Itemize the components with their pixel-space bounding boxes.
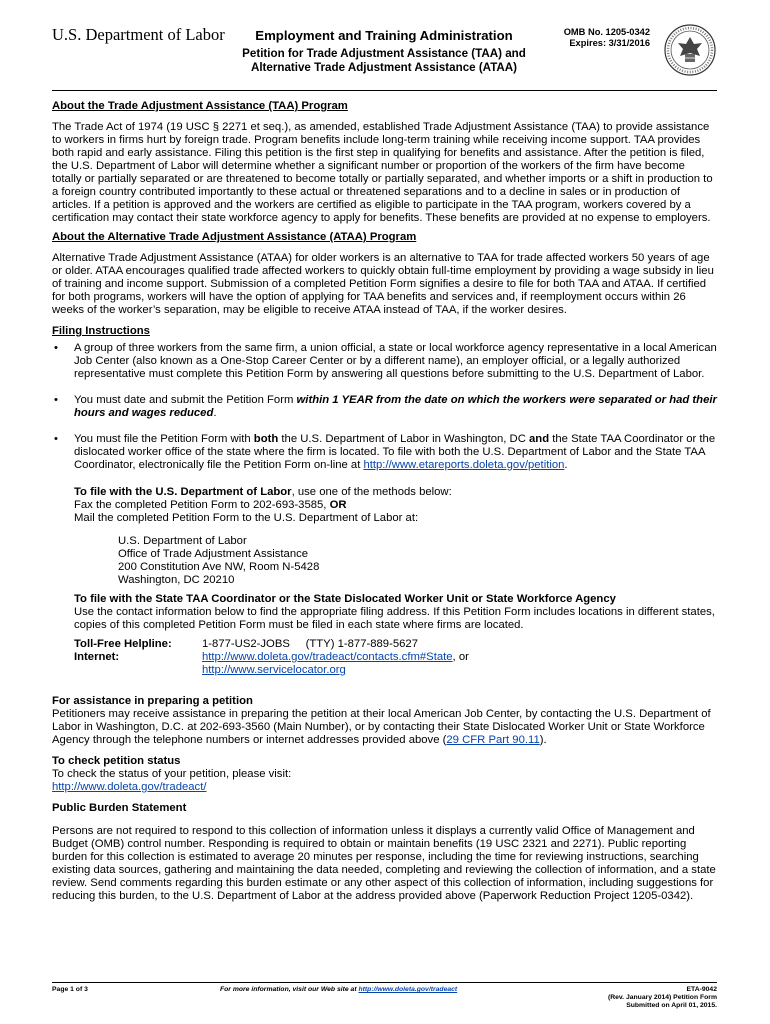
bullet-icon: •	[54, 433, 58, 445]
omb-number: OMB No. 1205-0342	[563, 27, 650, 37]
dol-filing-heading: To file with the U.S. Department of Labor	[74, 486, 292, 498]
page-number: Page 1 of 3	[52, 986, 88, 993]
state-filing-block	[52, 593, 717, 677]
mail-instruction: Mail the completed Petition Form to the U.S. Department of Labor at:	[74, 512, 419, 524]
emphasis-both: both	[253, 433, 279, 445]
bullet-text: You must file the Petition Form with	[74, 433, 254, 445]
internet-row	[74, 651, 717, 677]
address-line: 200 Constitution Ave NW, Room N-5428	[118, 561, 320, 573]
internet-or: , or	[452, 651, 469, 663]
ataa-body: Alternative Trade Adjustment Assistance (ATAA) for older workers is an alternative to TAA for trade affected workers 50 years of age or older. ATAA encourages qualified trade affected workers to quickly obtain full-time employment by providing a wage subsidy in lieu of training and income support. Submission of a completed Petition Form signifies a desire to file for both TAA and ATAA. If certified for both programs, workers will have the option of applying for TAA benefits and services and, if reemployment occurs within 26 weeks of the worker’s separation, may be eligible to receive ATAA instead of TAA, if the worker desires.	[52, 252, 714, 316]
bullet-icon: •	[54, 342, 58, 354]
helpline-row	[74, 638, 717, 651]
tradeact-status-link[interactable]: http://www.doleta.gov/tradeact/	[52, 781, 207, 793]
assistance-body: Petitioners may receive assistance in preparing the petition at their local American Job Center, by contacting the U.S. Department of Labor in Washington, D.C. at 202-693-3560 (Main Number), or by contacting their State Dislocated Worker Unit or State Workforce Agency through the telephone numbers or internet addresses provided above (	[52, 708, 711, 746]
assistance-heading: For assistance in preparing a petition	[52, 695, 253, 707]
deadline-emphasis: within 1 YEAR from the date on which the workers were separated or had their hours and wages reduced	[74, 394, 717, 419]
submitted-date: Submitted on April 01, 2015.	[626, 1002, 717, 1009]
footer-tradeact-link[interactable]: http://www.doleta.gov/tradeact	[358, 986, 458, 993]
emphasis-and: and	[529, 433, 550, 445]
bullet-text: the State TAA Coordinator or the dislocated worker office of the state where the firm is located. To file with both the U.S. Department of Labor and the State TAA Coordinator, electronically file the Petition Form on-line at	[74, 433, 716, 471]
ataa-heading: About the Alternative Trade Adjustment Assistance (ATAA) Program	[52, 231, 417, 243]
dol-filing-intro: , use one of the methods below:	[291, 486, 452, 498]
status-body: To check the status of your petition, please visit:	[52, 768, 292, 780]
filing-heading: Filing Instructions	[52, 325, 150, 337]
agency-name: U.S. Department of Labor	[52, 25, 225, 44]
etareports-petition-link[interactable]: http://www.etareports.doleta.gov/petition	[363, 459, 565, 471]
internet-label: Internet:	[74, 651, 120, 663]
footer-info	[220, 986, 457, 994]
period: .	[564, 459, 568, 471]
state-filing-body: Use the contact information below to find the appropriate filing address. If this Petition Form includes locations in different states, copies of this completed Petition Form must be filed in each state where firms are located.	[74, 606, 715, 631]
form-number: ETA-9042	[686, 986, 717, 993]
omb-block	[546, 27, 650, 49]
form-revision: (Rev. January 2014) Petition Form	[607, 994, 717, 1001]
footer-divider	[52, 982, 717, 983]
bullet-icon: •	[54, 394, 58, 406]
address-line: Washington, DC 20210	[118, 574, 235, 586]
form-title: Employment and Training Administration	[255, 28, 513, 43]
form-subtitle-line2: Alternative Trade Adjustment Assistance (ATAA)	[250, 61, 518, 74]
filing-instructions-list	[52, 342, 717, 472]
state-filing-heading: To file with the State TAA Coordinator or the State Dislocated Worker Unit or State Workforce Agency	[74, 593, 616, 605]
helpline-value: 1-877-US2-JOBS (TTY) 1-877-889-5627	[202, 638, 418, 650]
bullet-text: the U.S. Department of Labor in Washington, DC	[278, 433, 530, 445]
document-body	[52, 100, 717, 903]
form-identifier	[608, 986, 717, 1010]
form-title-block	[232, 28, 536, 75]
taa-heading: About the Trade Adjustment Assistance (TAA) Program	[52, 100, 348, 112]
taa-body: The Trade Act of 1974 (19 USC § 2271 et seq.), as amended, established Trade Adjustment Assistance (TAA) to provide assistance to workers in firms hurt by foreign trade. Program benefits include long-term training while receiving income support. TAA provides both rapid and early assistance. Filing this petition is the first step in qualifying for benefits and assistance. After the petition is filed, the U.S. Department of Labor will determine whether a significant number or proportion of the workers of the firm have become totally or partially separated or are threatened to become totally or partially separated, and whether imports or a shift in production to a foreign country contributed importantly to these actual or threatened separations and to a decline in sales or in production of articles. If a petition is approved and the workers are certified as eligible to participate in the TAA program, workers covered by a certification may contact their state workforce agency to apply for benefits. These benefits are provided at no expense to employers.	[52, 121, 713, 224]
assistance-body-end: ).	[539, 734, 547, 746]
address-line: Office of Trade Adjustment Assistance	[118, 548, 309, 560]
period: .	[213, 407, 217, 419]
helpline-label: Toll-Free Helpline:	[74, 638, 172, 650]
burden-body: Persons are not required to respond to this collection of information unless it displays a currently valid Office of Management and Budget (OMB) control number. Responding is required to obtain or maintain benefits (19 USC 2321 and 2271). Public reporting burden for this collection is estimated to average 20 minutes per response, including the time for reviewing instructions, searching existing data sources, gathering and maintaining the data needed, completing and reviewing the collection of information, and a state review. Send comments regarding this burden estimate or any other aspect of this collection of information, including suggestions for reducing this burden, to the U.S. Department of Labor at the address provided above (Paperwork Reduction Project 1205-0342).	[52, 825, 716, 902]
burden-heading: Public Burden Statement	[52, 802, 187, 814]
footer-info-text: For more information, visit our Web site at	[220, 986, 359, 993]
list-item	[52, 342, 717, 381]
address-line: U.S. Department of Labor	[118, 535, 247, 547]
dol-filing-block	[52, 486, 717, 525]
fax-instruction: Fax the completed Petition Form to 202-693-3585,	[74, 499, 330, 511]
omb-expires: Expires: 3/31/2016	[569, 38, 650, 48]
fax-or: OR	[329, 499, 347, 511]
header-divider	[52, 90, 717, 91]
department-of-labor-seal-icon	[664, 24, 716, 76]
bullet-text: You must date and submit the Petition Form	[74, 394, 297, 406]
list-item	[52, 394, 717, 420]
status-heading: To check petition status	[52, 755, 181, 767]
mailing-address	[52, 535, 717, 587]
servicelocator-link[interactable]: http://www.servicelocator.org	[202, 664, 346, 676]
form-subtitle-line1: Petition for Trade Adjustment Assistance (TAA) and	[242, 47, 526, 60]
cfr-link[interactable]: 29 CFR Part 90.11	[446, 734, 540, 746]
bullet-text: A group of three workers from the same firm, a union official, a state or local workforce agency representative in a local American Job Center (also known as a One-Stop Career Center or by a different name), an employer official, or a legally authorized representative must complete this Petition Form by answering all questions before submitting to the U.S. Department of Labor.	[74, 342, 717, 380]
list-item	[52, 433, 717, 472]
contacts-state-link[interactable]: http://www.doleta.gov/tradeact/contacts.cfm#State	[202, 651, 453, 663]
